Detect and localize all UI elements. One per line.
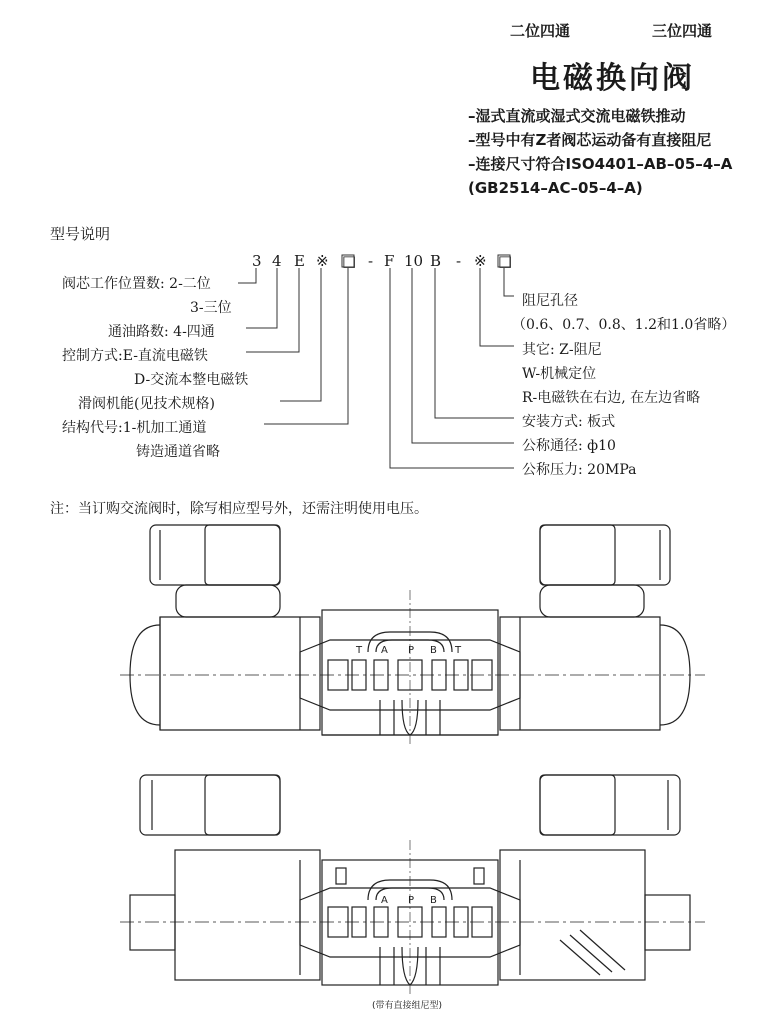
port-label-p: P: [408, 645, 415, 656]
port-label-a: A: [381, 645, 388, 656]
feature-item: –湿式直流或湿式交流电磁铁推动: [468, 107, 686, 125]
code-char: ※: [316, 252, 329, 270]
control-type-label: 控制方式:E-直流电磁铁: [62, 348, 208, 364]
variant-two-position-label: 二位四通: [510, 22, 571, 40]
flow-path-label: 通油路数: 4-四通: [108, 324, 215, 340]
other-options-label: 其它: Z-阻尼: [522, 342, 602, 358]
code-char: □: [498, 252, 513, 270]
code-char: 10: [404, 252, 424, 270]
spool-position-label: 阀芯工作位置数: 2-二位: [62, 276, 211, 292]
mounting-label: 安装方式: 板式: [522, 414, 616, 430]
port-label-b-bottom: B: [430, 895, 437, 906]
code-char: B: [430, 252, 442, 270]
port-label-t-right: T: [455, 645, 462, 656]
ordering-note: 注：当订购交流阀时，除写相应型号外，还需注明使用电压。: [50, 501, 428, 517]
nominal-size-label: 公称通径: ф10: [522, 438, 616, 454]
orifice-values-label: （0.6、0.7、0.8、1.2和1.0省略）: [512, 317, 736, 333]
code-char: F: [384, 252, 395, 270]
feature-item: –连接尺寸符合ISO4401–AB–05–4–A: [468, 155, 733, 173]
port-label-a-bottom: A: [381, 895, 388, 906]
drawing-caption: (带有直接组尼型): [372, 1001, 443, 1011]
code-char: E: [294, 252, 305, 270]
code-char: -: [368, 252, 374, 270]
model-heading: 型号说明: [50, 225, 111, 243]
structure-code-cast-label: 铸造通道省略: [136, 444, 220, 460]
code-char: -: [456, 252, 462, 270]
solenoid-side-label: R-电磁铁在右边, 在左边省略: [522, 390, 701, 406]
code-char: □: [342, 252, 357, 270]
structure-code-label: 结构代号:1-机加工通道: [62, 420, 207, 436]
variant-three-position-label: 三位四通: [652, 22, 713, 40]
control-type-ac-label: D-交流本整电磁铁: [134, 372, 249, 388]
feature-item: –型号中有Z者阀芯运动备有直接阻尼: [468, 131, 712, 149]
feature-item: (GB2514–AC–05–4–A): [468, 179, 643, 197]
port-label-b: B: [430, 645, 437, 656]
nominal-pressure-label: 公称压力: 20MPa: [522, 462, 637, 478]
page-title: 电磁换向阀: [530, 61, 695, 96]
spool-function-label: 滑阀机能(见技术规格): [78, 396, 215, 412]
code-char: ※: [474, 252, 487, 270]
spool-position-three-label: 3-三位: [190, 300, 232, 316]
orifice-label: 阻尼孔径: [522, 293, 578, 309]
port-label-p-bottom: P: [408, 895, 415, 906]
code-char: 4: [272, 252, 282, 270]
code-char: 3: [252, 252, 262, 270]
port-label-t-left: T: [356, 645, 363, 656]
mechanical-detent-label: W-机械定位: [522, 366, 597, 382]
